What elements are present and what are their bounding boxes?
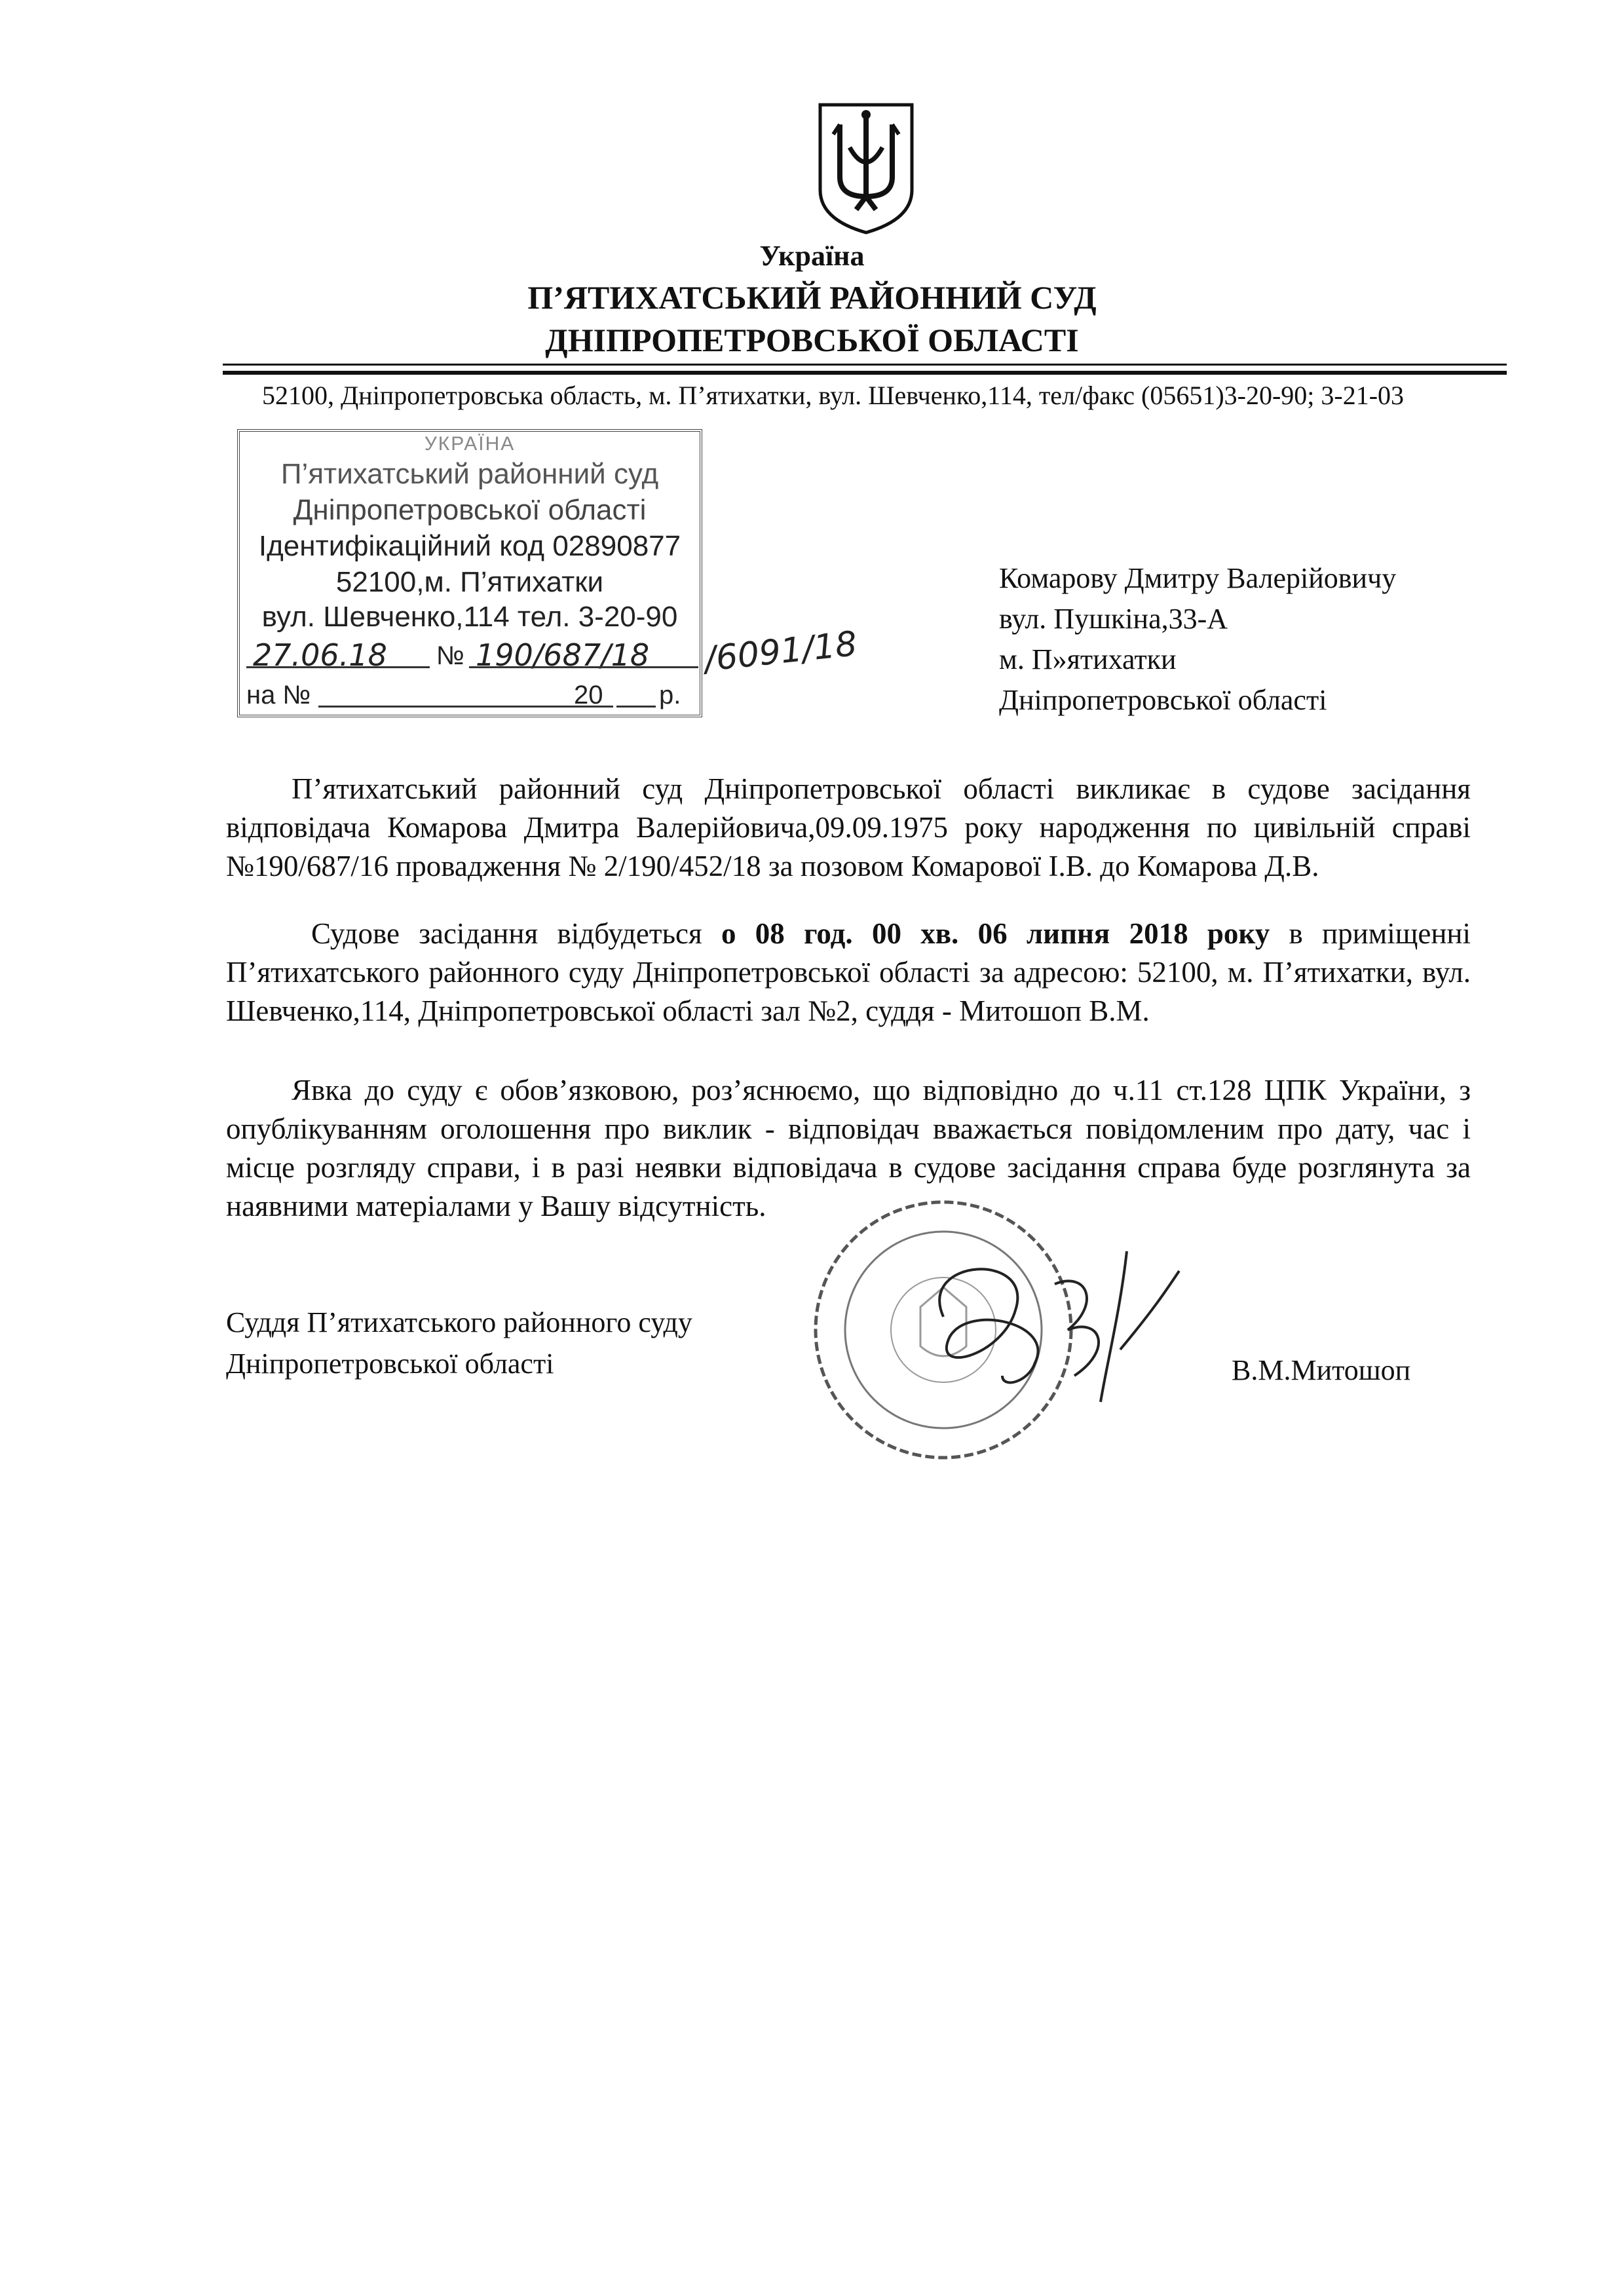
addressee-region: Дніпропетровської області: [999, 684, 1327, 716]
handwritten-reference: /6091/18: [702, 624, 859, 680]
hearing-datetime: о 08 год. 00 хв. 06 липня 2018 року: [721, 917, 1270, 950]
stamp-reply-row: [246, 681, 698, 713]
stamp-number-label: №: [436, 641, 464, 670]
header-divider: [223, 364, 1507, 366]
addressee-street: вул. Пушкіна,33-А: [999, 603, 1228, 635]
hearing-text-after: в приміщенні П’ятихатського районного суду Дніпропетровської області за адресою: 52100, м. П’ятихатки, вул. Шевченко,114, Дніпропетровської області зал №2, суддя - Митошоп В.М.: [226, 917, 1471, 1027]
header-address: 52100, Дніпропетровська область, м. П’ятихатки, вул. Шевченко,114, тел/факс (05651)3-20-90; 3-21-03: [262, 381, 1405, 410]
header-region: ДНІПРОПЕТРОВСЬКОЇ ОБЛАСТІ: [545, 322, 1079, 358]
stamp-line-code: Ідентифікаційний код 02890877: [258, 530, 681, 562]
signatory-name: В.М.Митошоп: [1232, 1354, 1411, 1386]
signature-position-line1: Суддя П’ятихатського районного суду: [226, 1306, 692, 1338]
header-divider-thick: [223, 371, 1507, 375]
stamp-number: 190/687/18: [476, 637, 650, 673]
stamp-line-court: П’ятихатський районний суд: [280, 458, 659, 490]
stamp-line-country: УКРАЇНА: [424, 433, 516, 455]
hearing-text-before: Судове засідання відбудеться: [311, 917, 721, 950]
paragraph-attendance-notice: Явка до суду є обов’язковою, роз’яснюємо, що відповідно до ч.11 ст.128 ЦПК України, з опублікуванням оголошення про виклик - відповідач вважається повідомленим про дату, час і місце розгляду справи, і в разі неявки відповідача в судове засідання справа буде розглянута за наявними матеріалами у Вашу відсутність.: [226, 1074, 1471, 1222]
registration-stamp: [237, 429, 702, 717]
stamp-date-number-row: [246, 637, 698, 674]
tryzub-icon: [814, 98, 918, 236]
stamp-year-suffix: р.: [659, 681, 681, 709]
addressee-city: м. П»ятихатки: [999, 643, 1177, 675]
stamp-line-street: вул. Шевченко,114 тел. 3-20-90: [261, 601, 678, 633]
handwritten-signature-icon: [904, 1232, 1192, 1408]
stamp-reply-underline: [318, 706, 613, 708]
paragraph-summons: П’ятихатський районний суд Дніпропетровської області викликає в судове засідання відповідача Комарова Дмитра Валерійовича,09.09.1975 року народження по цивільній справі №190/687/16 провадження № 2/190/452/18 за позовом Комарової І.В. до Комарова Д.В.: [226, 772, 1471, 882]
stamp-line-region: Дніпропетровської області: [293, 494, 647, 526]
stamp-reply-label: на №: [246, 681, 311, 709]
header-country: Україна: [759, 240, 865, 272]
stamp-date-underline: [246, 666, 430, 668]
stamp-date: 27.06.18: [253, 637, 387, 673]
stamp-line-city: 52100,м. П’ятихатки: [335, 566, 604, 598]
paragraph-hearing-details: [226, 915, 1471, 1030]
stamp-year-label: 20: [574, 681, 603, 709]
signature-position-line2: Дніпропетровської області: [226, 1348, 554, 1380]
stamp-number-underline: [469, 666, 698, 668]
stamp-year-underline: [616, 706, 656, 708]
header-court-name: П’ЯТИХАТСЬКИЙ РАЙОННИЙ СУД: [527, 279, 1097, 316]
addressee-name: Комарову Дмитру Валерійовичу: [999, 562, 1397, 594]
